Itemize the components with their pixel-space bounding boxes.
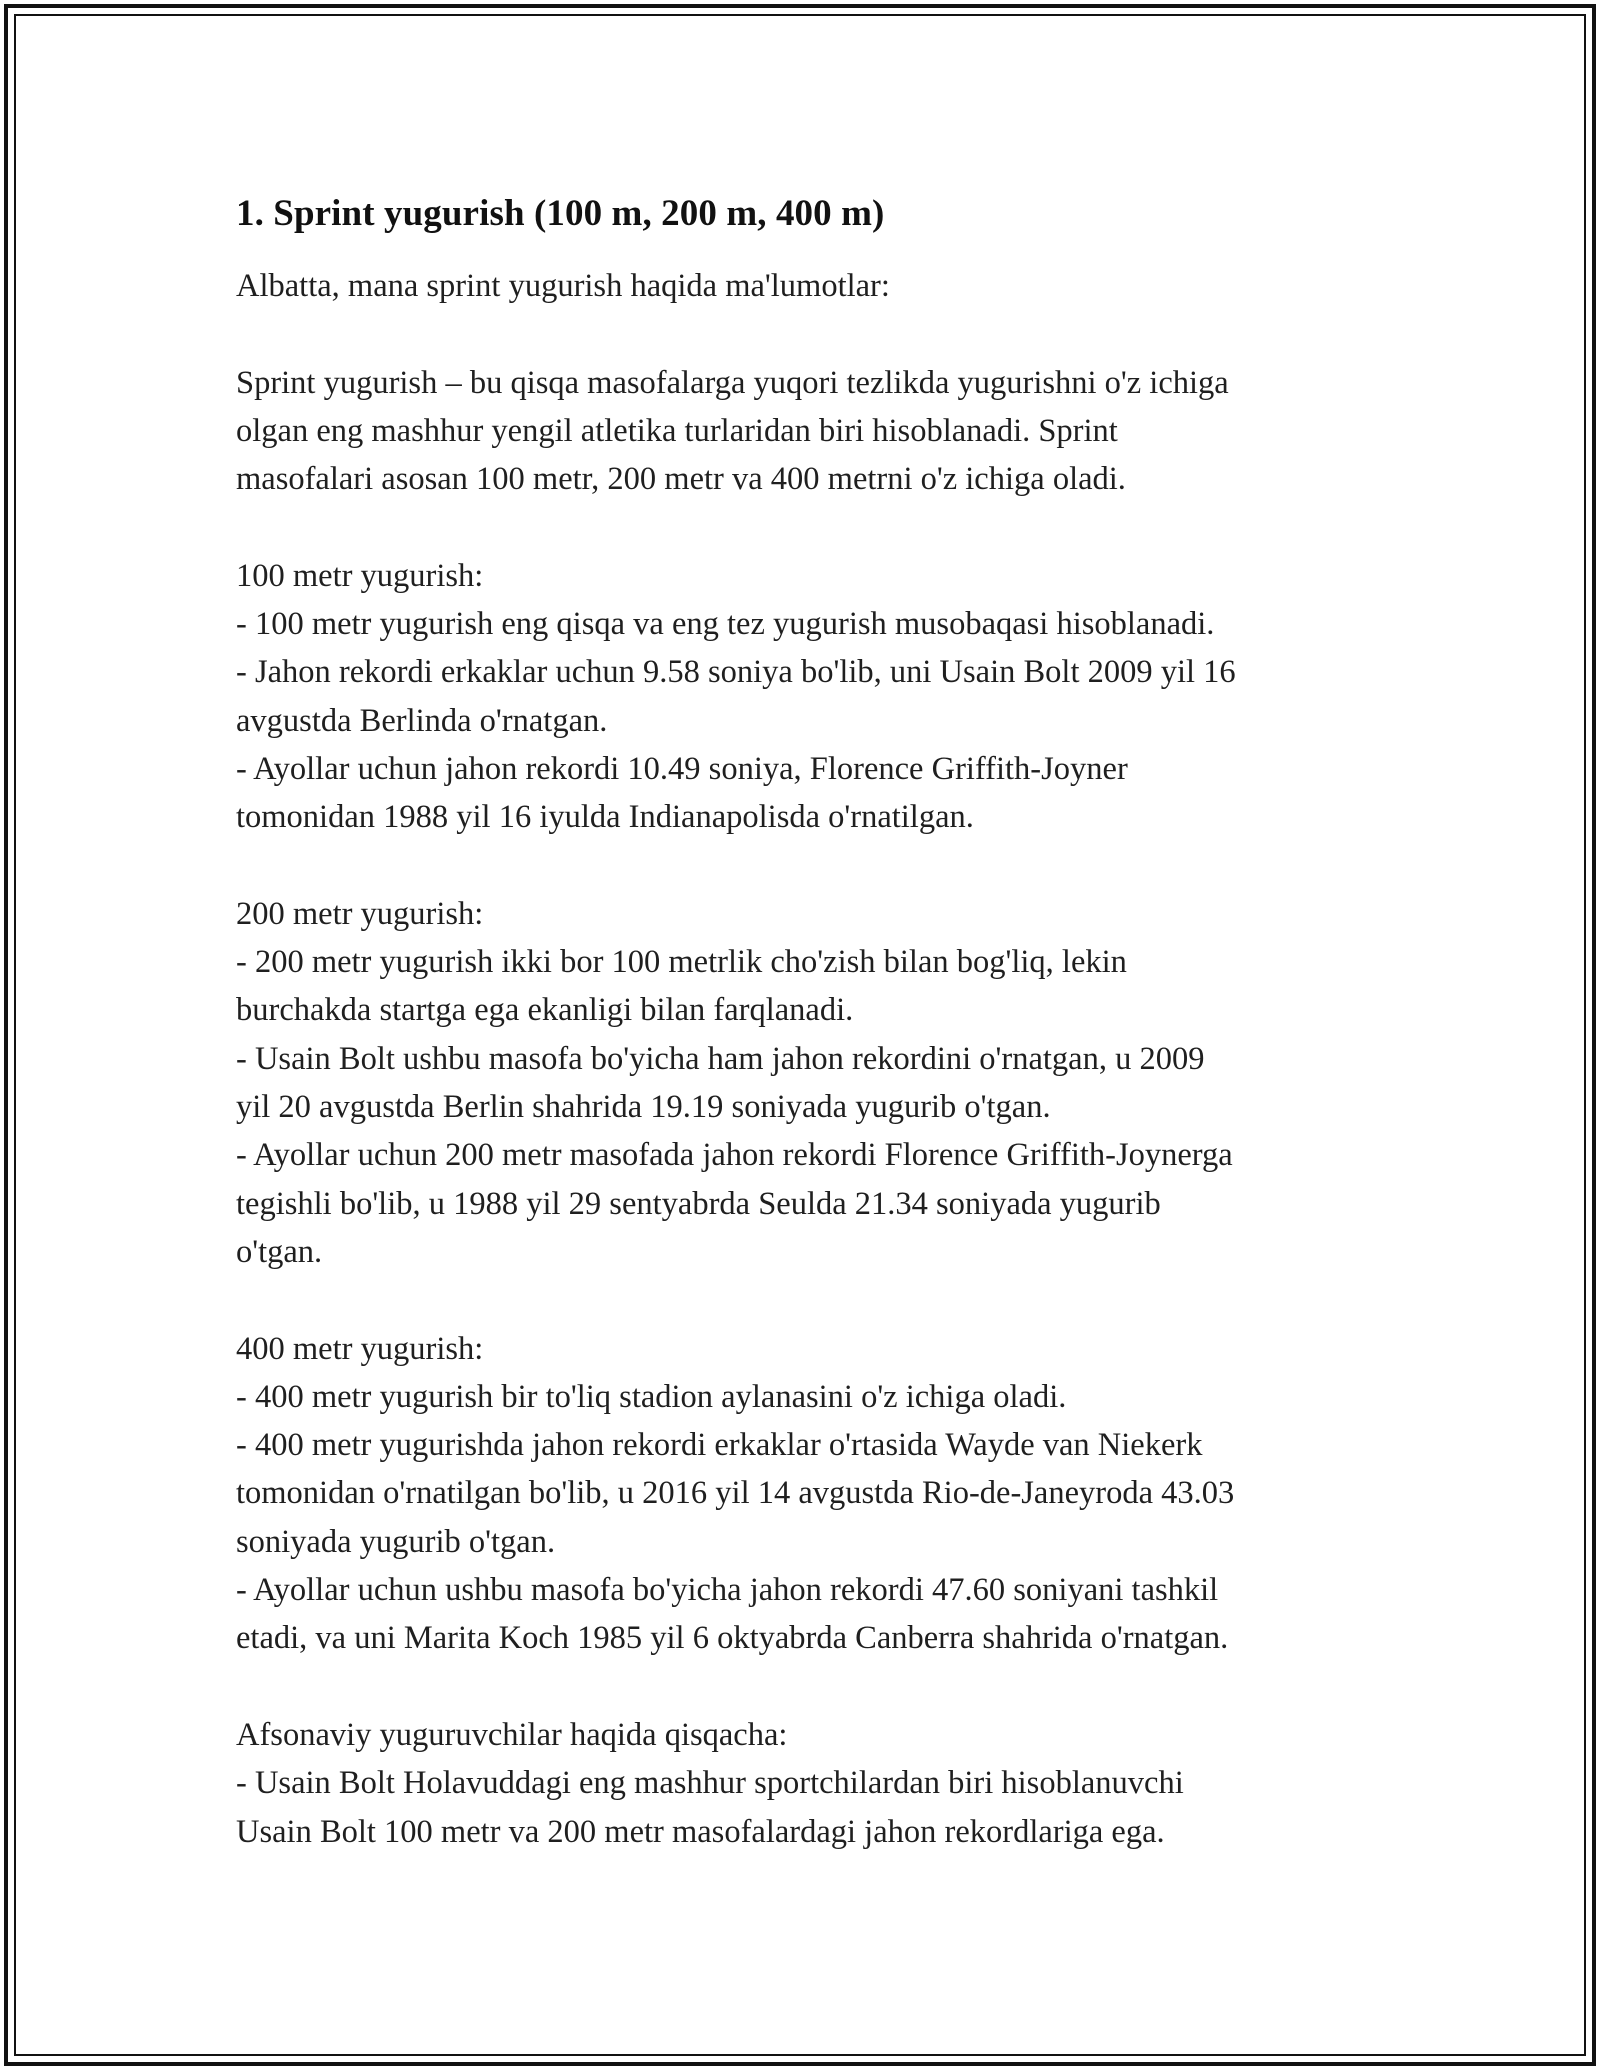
blank-line — [236, 842, 1386, 890]
text-line: - Jahon rekordi erkaklar uchun 9.58 soniya bo'lib, uni Usain Bolt 2009 yil 16 — [236, 654, 1236, 691]
text-line: - Ayollar uchun ushbu masofa bo'yicha jahon rekordi 47.60 soniyani tashkil — [236, 1572, 1219, 1609]
text-line: tomonidan 1988 yil 16 iyulda Indianapolisda o'rnatilgan. — [236, 799, 974, 836]
text-line: avgustda Berlinda o'rnatgan. — [236, 702, 608, 739]
text-line: 400 metr yugurish: — [236, 1330, 484, 1367]
blank-line — [236, 310, 1386, 358]
text-line: - 200 metr yugurish ikki bor 100 metrlik cho'zish bilan bog'liq, lekin — [236, 944, 1127, 981]
text-line: soniyada yugurib o'tgan. — [236, 1523, 556, 1560]
text-line: 100 metr yugurish: — [236, 557, 484, 594]
text-line: - Ayollar uchun 200 metr masofada jahon rekordi Florence Griffith-Joynerga — [236, 1137, 1233, 1174]
text-line: - 100 metr yugurish eng qisqa va eng tez yugurish musobaqasi hisoblanadi. — [236, 606, 1215, 643]
text-line: - Usain Bolt ushbu masofa bo'yicha ham jahon rekordini o'rnatgan, u 2009 — [236, 1040, 1205, 1077]
text-line: Sprint yugurish – bu qisqa masofalarga yuqori tezlikda yugurishni o'z ichiga — [236, 364, 1229, 401]
document-body — [236, 186, 1386, 1856]
text-line: burchakda startga ega ekanligi bilan farqlanadi. — [236, 992, 854, 1029]
text-line: tomonidan o'rnatilgan bo'lib, u 2016 yil 14 avgustda Rio-de-Janeyroda 43.03 — [236, 1475, 1235, 1512]
text-line: 200 metr yugurish: — [236, 895, 484, 932]
text-line: Usain Bolt 100 metr va 200 metr masofalardagi jahon rekordlariga ega. — [236, 1813, 1165, 1850]
text-line: - Ayollar uchun jahon rekordi 10.49 soniya, Florence Griffith-Joyner — [236, 750, 1128, 787]
text-line: etadi, va uni Marita Koch 1985 yil 6 oktyabrda Canberra shahrida o'rnatgan. — [236, 1620, 1229, 1657]
text-line: - Usain Bolt Holavuddagi eng mashhur sportchilardan biri hisoblanuvchi — [236, 1765, 1184, 1802]
text-line: Afsonaviy yuguruvchilar haqida qisqacha: — [236, 1716, 788, 1753]
body-text — [236, 262, 1386, 1856]
text-line: tegishli bo'lib, u 1988 yil 29 sentyabrda Seulda 21.34 soniyada yugurib — [236, 1185, 1161, 1222]
text-line: masofalari asosan 100 metr, 200 metr va 400 metrni o'z ichiga oladi. — [236, 461, 1126, 498]
text-line: yil 20 avgustda Berlin shahrida 19.19 soniyada yugurib o'tgan. — [236, 1089, 1051, 1126]
text-line: Albatta, mana sprint yugurish haqida ma'lumotlar: — [236, 268, 890, 304]
blank-line — [236, 1276, 1386, 1324]
text-line: olgan eng mashhur yengil atletika turlaridan biri hisoblanadi. Sprint — [236, 412, 1118, 449]
text-line: - 400 metr yugurishda jahon rekordi erkaklar o'rtasida Wayde van Niekerk — [236, 1427, 1203, 1464]
section-heading: 1. Sprint yugurish (100 m, 200 m, 400 m) — [236, 193, 885, 234]
blank-line — [236, 1663, 1386, 1711]
text-line: - 400 metr yugurish bir to'liq stadion aylanasini o'z ichiga oladi. — [236, 1378, 1067, 1415]
text-line: o'tgan. — [236, 1233, 323, 1270]
blank-line — [236, 503, 1386, 551]
